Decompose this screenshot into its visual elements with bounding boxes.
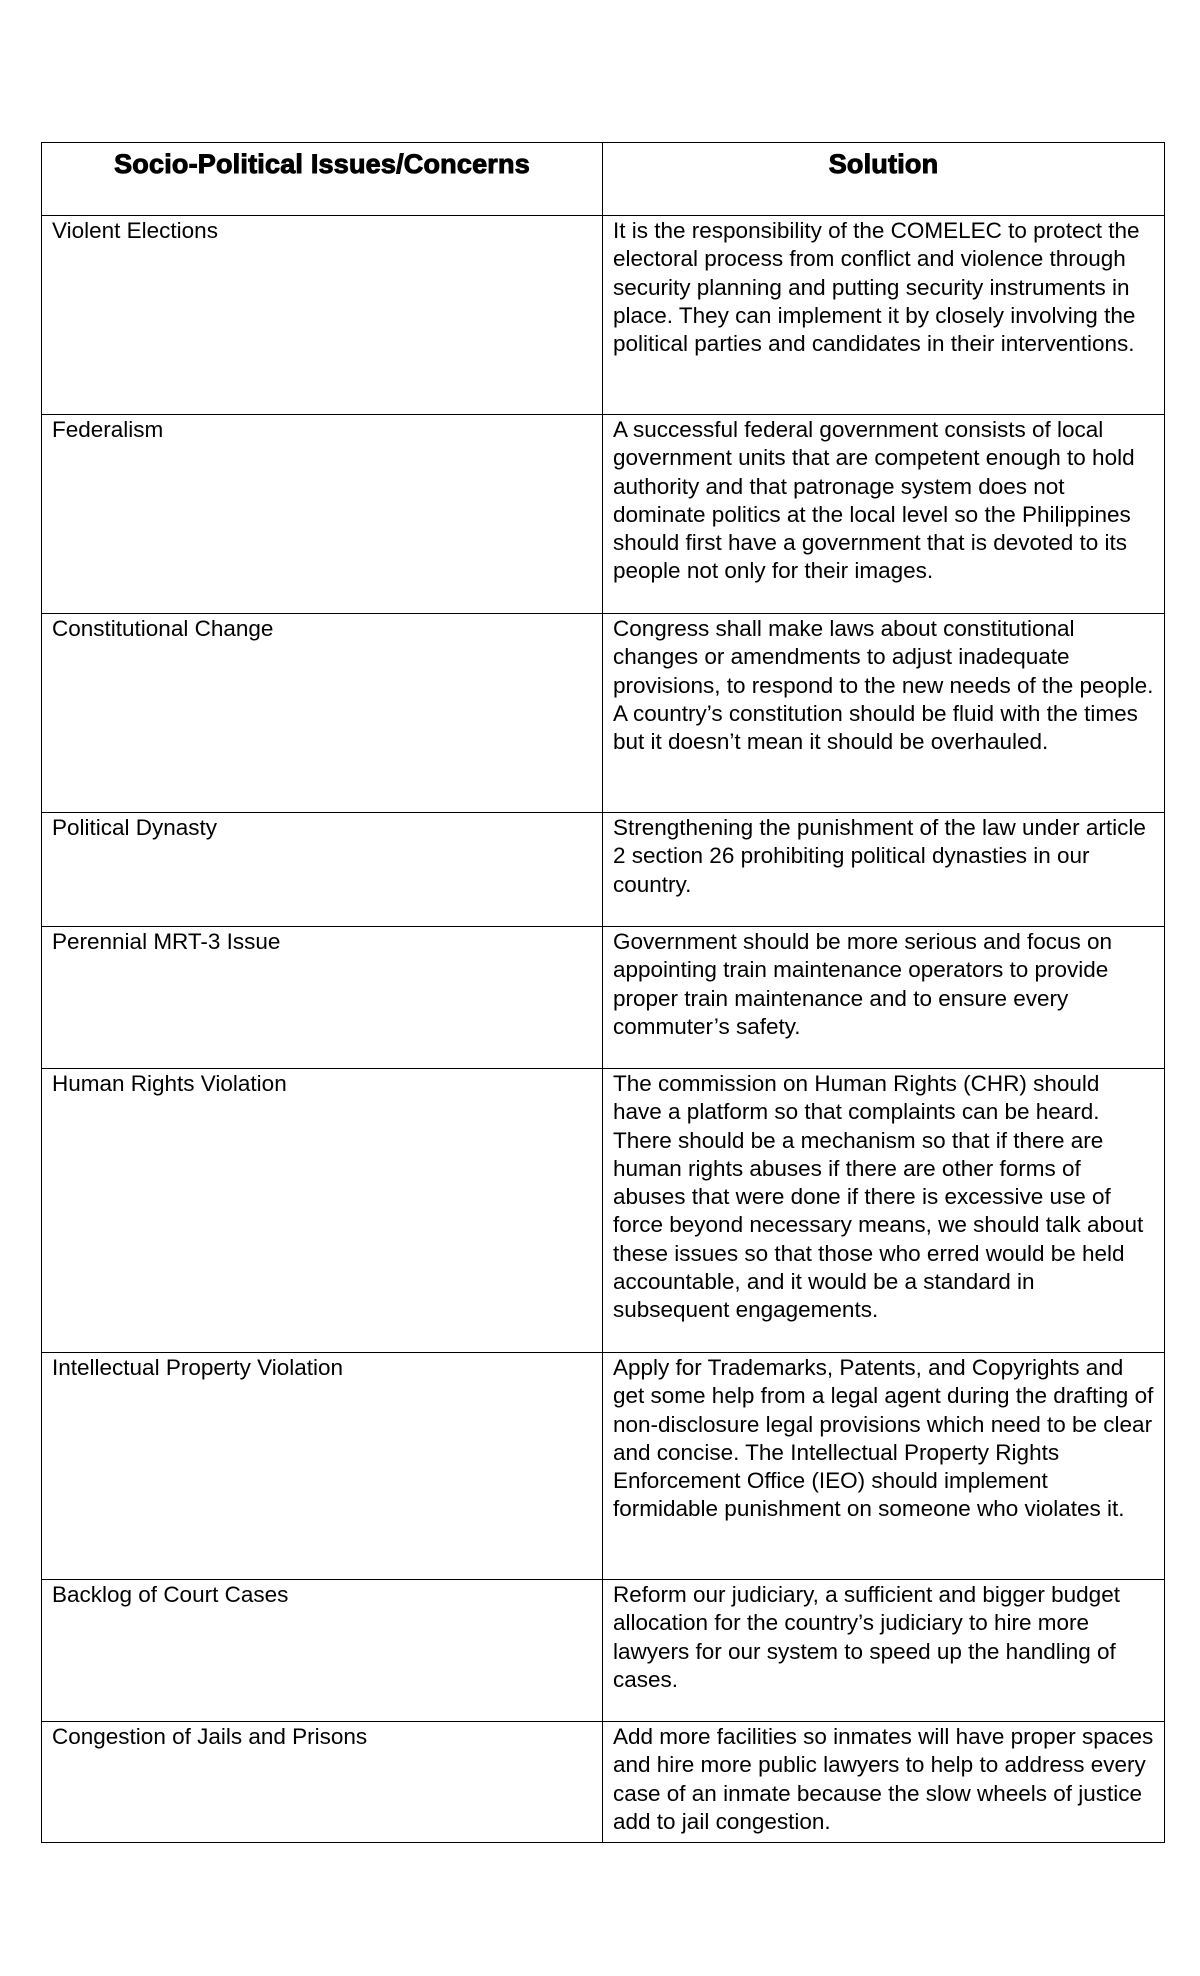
table-row xyxy=(42,1069,1165,1353)
solution-cell: Add more facilities so inmates will have proper spaces and hire more public lawyers to help to address every case of an inmate because the slow wheels of justice add to jail congestion. xyxy=(603,1722,1165,1843)
table-row xyxy=(42,614,1165,813)
issue-cell: Federalism xyxy=(42,415,603,614)
table-row xyxy=(42,927,1165,1069)
solution-cell: Apply for Trademarks, Patents, and Copyrights and get some help from a legal agent during the drafting of non-disclosure legal provisions which need to be clear and concise. The Intellectual Property Rights Enforcement Office (IEO) should implement formidable punishment on someone who violates it. xyxy=(603,1353,1165,1580)
issue-cell: Political Dynasty xyxy=(42,813,603,927)
solution-cell: Government should be more serious and focus on appointing train maintenance operators to provide proper train maintenance and to ensure every commuter’s safety. xyxy=(603,927,1165,1069)
solution-cell: It is the responsibility of the COMELEC to protect the electoral process from conflict and violence through security planning and putting security instruments in place. They can implement it by closely involving the political parties and candidates in their interventions. xyxy=(603,216,1165,415)
table-row xyxy=(42,1580,1165,1722)
solution-cell: A successful federal government consists of local government units that are competent enough to hold authority and that patronage system does not dominate politics at the local level so the Philippines should first have a government that is devoted to its people not only for their images. xyxy=(603,415,1165,614)
issue-cell: Intellectual Property Violation xyxy=(42,1353,603,1580)
table-row xyxy=(42,1722,1165,1843)
issue-cell: Constitutional Change xyxy=(42,614,603,813)
solution-cell: Congress shall make laws about constitutional changes or amendments to adjust inadequate provisions, to respond to the new needs of the people. A country’s constitution should be fluid with the times but it doesn’t mean it should be overhauled. xyxy=(603,614,1165,813)
issue-cell: Backlog of Court Cases xyxy=(42,1580,603,1722)
issue-cell: Human Rights Violation xyxy=(42,1069,603,1353)
table-header-row xyxy=(42,143,1165,216)
table-row xyxy=(42,813,1165,927)
issue-cell: Congestion of Jails and Prisons xyxy=(42,1722,603,1843)
header-solution: Solution xyxy=(603,143,1165,216)
table-row xyxy=(42,415,1165,614)
solution-cell: Strengthening the punishment of the law under article 2 section 26 prohibiting political dynasties in our country. xyxy=(603,813,1165,927)
issues-solutions-table xyxy=(41,142,1165,1843)
solution-cell: Reform our judiciary, a sufficient and bigger budget allocation for the country’s judiciary to hire more lawyers for our system to speed up the handling of cases. xyxy=(603,1580,1165,1722)
table-row xyxy=(42,1353,1165,1580)
issue-cell: Perennial MRT-3 Issue xyxy=(42,927,603,1069)
solution-cell: The commission on Human Rights (CHR) should have a platform so that complaints can be heard. There should be a mechanism so that if there are human rights abuses if there are other forms of abuses that were done if there is excessive use of force beyond necessary means, we should talk about these issues so that those who erred would be held accountable, and it would be a standard in subsequent engagements. xyxy=(603,1069,1165,1353)
issue-cell: Violent Elections xyxy=(42,216,603,415)
header-issues: Socio-Political Issues/Concerns xyxy=(42,143,603,216)
table-row xyxy=(42,216,1165,415)
